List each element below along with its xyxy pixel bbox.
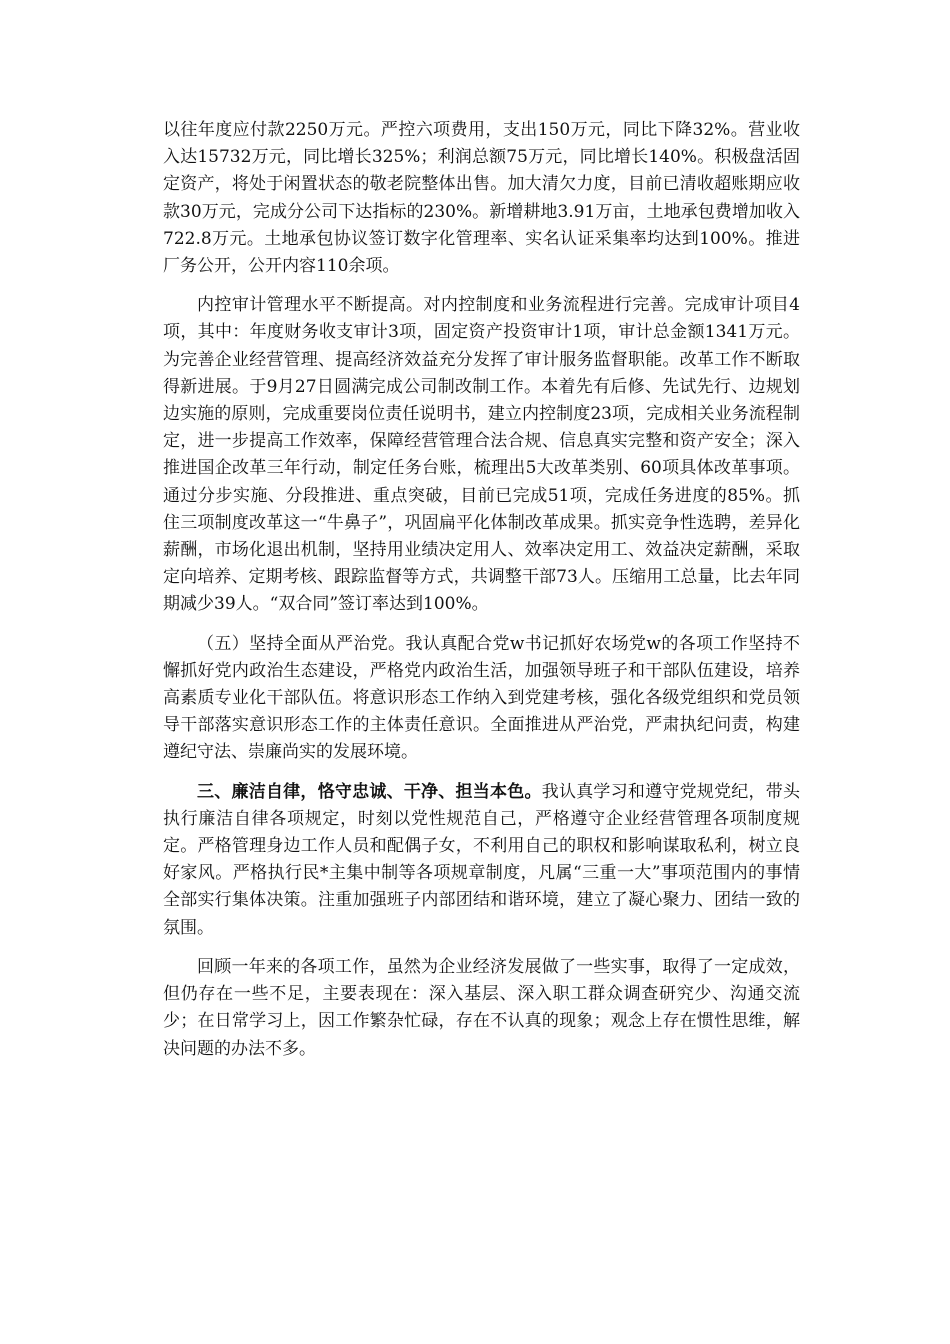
- paragraph-text: 以往年度应付款2250万元。严控六项费用，支出150万元，同比下降32%。营业收入达15732万元，同比增长325%；利润总额75万元，同比增长140%。积极盘活固定资产，将处于闲置状态的敬老院整体出售。加大清欠力度，目前已清收超账期应收款30万元，完成分公司下达指标的230%。新增耕地3.91万亩，土地承包费增加收入722.8万元。土地承包协议签订数字化管理率、实名认证采集率均达到100%。推进厂务公开，公开内容110余项。: [163, 120, 800, 277]
- paragraph-review: [163, 954, 800, 1063]
- paragraph-audit-reform: [163, 292, 800, 618]
- paragraph-text: （五）坚持全面从严治党。我认真配合党w书记抓好农场党w的各项工作坚持不懈抓好党内政治生态建设，严格党内政治生活，加强领导班子和干部队伍建设，培养高素质专业化干部队伍。将意识形态工作纳入到党建考核，强化各级党组织和党员领导干部落实意识形态工作的主体责任意识。全面推进从严治党，严肃执纪问责，构建遵纪守法、崇廉尚实的发展环境。: [163, 633, 800, 763]
- paragraph-party-governance: [163, 631, 800, 767]
- paragraph-integrity: [163, 779, 800, 942]
- paragraph-text: 回顾一年来的各项工作，虽然为企业经济发展做了一些实事，取得了一定成效，但仍存在一些不足，主要表现在：深入基层、深入职工群众调查研究少、沟通交流少；在日常学习上，因工作繁杂忙碌，存在不认真的现象；观念上存在惯性思维，解决问题的办法不多。: [163, 956, 800, 1059]
- section-heading: 三、廉洁自律，恪守忠诚、干净、担当本色。: [197, 781, 542, 802]
- document-body: [163, 117, 800, 1075]
- paragraph-finance-results: [163, 117, 800, 280]
- paragraph-text: 内控审计管理水平不断提高。对内控制度和业务流程进行完善。完成审计项目4项，其中：年度财务收支审计3项，固定资产投资审计1项，审计总金额1341万元。为完善企业经营管理、提高经济效益充分发挥了审计服务监督职能。改革工作不断取得新进展。于9月27日圆满完成公司制改制工作。本着先有后修、先试先行、边规划边实施的原则，完成重要岗位责任说明书，建立内控制度23项，完成相关业务流程制定，进一步提高工作效率，保障经营管理合法合规、信息真实完整和资产安全；深入推进国企改革三年行动，制定任务台账，梳理出5大改革类别、60项具体改革事项。通过分步实施、分段推进、重点突破，目前已完成51项，完成任务进度的85%。抓住三项制度改革这一“牛鼻子”，巩固扁平化体制改革成果。抓实竞争性选聘，差异化薪酬，市场化退出机制，坚持用业绩决定用人、效率决定用工、效益决定薪酬，采取定向培养、定期考核、跟踪监督等方式，共调整干部73人。压缩用工总量，比去年同期减少39人。“双合同”签订率达到100%。: [163, 295, 800, 615]
- paragraph-text: 我认真学习和遵守党规党纪，带头执行廉洁自律各项规定，时刻以党性规范自己，严格遵守企业经营管理各项制度规定。严格管理身边工作人员和配偶子女，不利用自己的职权和影响谋取私利，树立良好家风。严格执行民*主集中制等各项规章制度，凡属“三重一大”事项范围内的事情全部实行集体决策。注重加强班子内部团结和谐环境，建立了凝心聚力、团结一致的氛围。: [163, 781, 801, 938]
